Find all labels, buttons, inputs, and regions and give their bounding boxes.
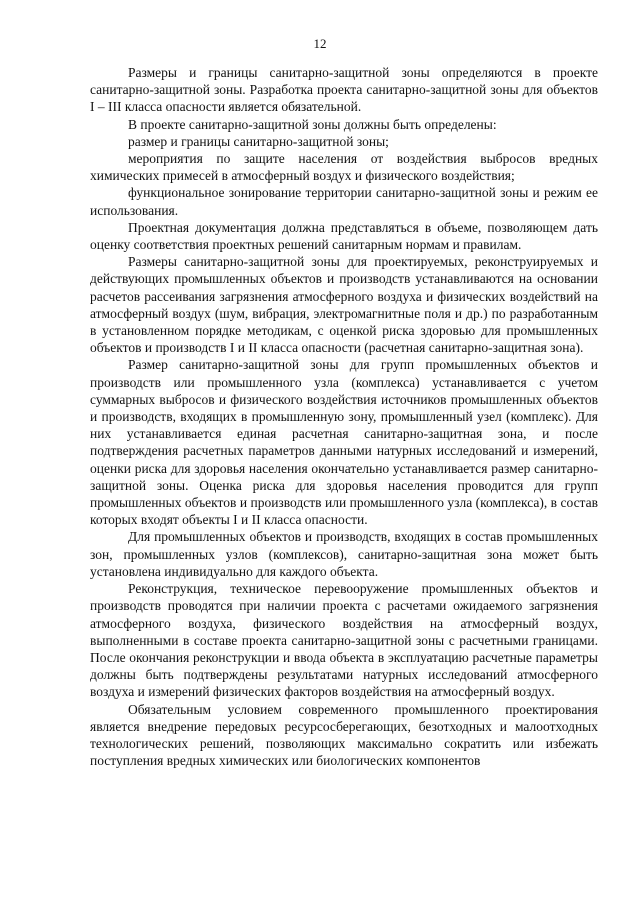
paragraph: В проекте санитарно-защитной зоны должны быть определены: xyxy=(128,116,497,132)
paragraph: функциональное зонирование территории санитарно-защитной зоны и режим ее использования. xyxy=(90,185,598,218)
paragraph: Обязательным условием современного промышленного проектирования является внедрение передовых ресурсосберегающих, безотходных и малоотходных технологических решений, позволяющих максимально сократить или избежать поступления вредных химических или биологических компонентов xyxy=(90,701,598,769)
page-number: 12 xyxy=(313,36,327,51)
paragraph: Проектная документация должна представляться в объеме, позволяющем дать оценку соответствия проектных решений санитарным нормам и правилам. xyxy=(90,219,598,253)
paragraph: Реконструкция, техническое перевооружение промышленных объектов и производств проводятся при наличии проекта с расчетами ожидаемого загрязнения атмосферного воздуха, физического воздействия на атмосферный воздух, выполненными в составе проекта санитарно-защитной зоны с расчетными границами. После окончания реконструкции и ввода объекта в эксплуатацию расчетные параметры должны быть подтверждены результатами натурных исследований атмосферного воздуха и измерений физических факторов воздействия на атмосферный воздух. xyxy=(90,581,598,700)
paragraph: мероприятия по защите населения от воздействия выбросов вредных химических примесей в атмосферный воздух и физического воздействия; xyxy=(90,151,598,184)
paragraph: Размеры и границы санитарно-защитной зоны определяются в проекте санитарно-защитной зоны. Разработка проекта санитарно-защитной зоны для объектов I – III класса опасности является обязательной. xyxy=(90,65,598,115)
body-text xyxy=(90,64,598,769)
paragraph: Для промышленных объектов и производств, входящих в состав промышленных зон, промышленных узлов (комплексов), санитарно-защитная зона может быть установлена индивидуально для каждого объекта. xyxy=(90,529,598,579)
paragraph: Размер санитарно-защитной зоны для групп промышленных объектов и производств или промышленного узла (комплекса) устанавливается с учетом суммарных выбросов и физического воздействия источников промышленных объектов и производств, входящих в промышленную зону, промышленный узел (комплекс). Для них устанавливается единая расчетная санитарно-защитная зона, и после подтверждения расчетных параметров данными натурных исследований и измерений, оценки риска для здоровья населения окончательно устанавливается размер санитарно-защитной зоны. Оценка риска для здоровья населения проводится для групп промышленных объектов и производств или промышленного узла (комплекса), в состав которых входят объекты I и II класса опасности. xyxy=(90,357,598,528)
paragraph: размер и границы санитарно-защитной зоны; xyxy=(128,133,389,149)
paragraph: Размеры санитарно-защитной зоны для проектируемых, реконструируемых и действующих промышленных объектов и производств устанавливаются на основании расчетов рассеивания загрязнения атмосферного воздуха и физических воздействий на атмосферный воздух (шум, вибрация, электромагнитные поля и др.) по разработанным в установленном порядке методикам, с оценкой риска здоровью для промышленных объектов и производств I и II класса опасности (расчетная санитарно-защитная зона). xyxy=(90,254,598,356)
